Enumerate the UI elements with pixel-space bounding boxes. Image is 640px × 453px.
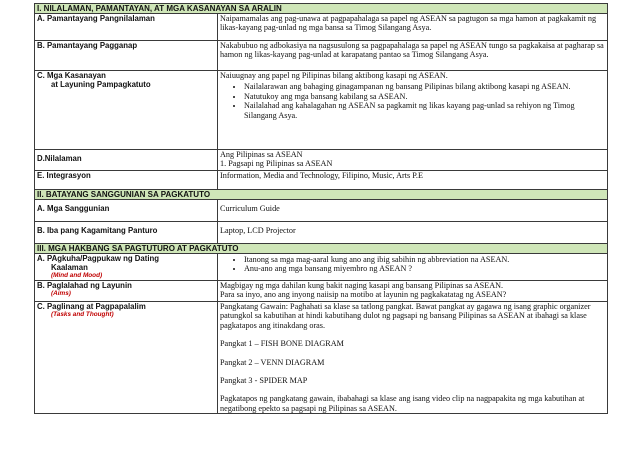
row-content bbox=[218, 281, 608, 302]
row-label: D.Nilalaman bbox=[35, 150, 218, 171]
label-line-2: at Layuning Pampagkatuto bbox=[51, 80, 151, 89]
row-content bbox=[218, 71, 608, 150]
row-pamantayang-pangnilalaman bbox=[35, 14, 608, 41]
lesson-plan-table bbox=[34, 3, 608, 414]
label-line-1: C. Mga Kasanayan bbox=[37, 71, 106, 80]
row-content: Laptop, LCD Projector bbox=[218, 222, 608, 244]
label-subtitle: (Aims) bbox=[51, 290, 71, 297]
row-content bbox=[218, 150, 608, 171]
label-subtitle: (Mind and Mood) bbox=[51, 272, 103, 279]
row-paglinang-pagpapalalim bbox=[35, 302, 608, 414]
row-integrasyon bbox=[35, 171, 608, 190]
row-label bbox=[35, 71, 218, 150]
list-item: • Natutukoy ang mga bansang kabilang sa ASEAN. bbox=[244, 92, 605, 101]
list-item: • Nailalarawan ang bahaging ginagampanan ng bansang Pilipinas bilang aktibong kasapi ng ASEAN. bbox=[244, 82, 605, 91]
group-1-text: Pangkat 1 – FISH BONE DIAGRAM bbox=[220, 339, 344, 349]
label-subtitle: (Tasks and Thought) bbox=[51, 311, 114, 318]
section-header-iii bbox=[35, 244, 608, 254]
row-label bbox=[35, 281, 218, 302]
label-line-2: Kaalaman bbox=[51, 263, 88, 272]
section-header-i bbox=[35, 4, 608, 14]
row-content: Naipamamalas ang pag-unawa at pagpapahalaga sa papel ng ASEAN sa pagtugon sa mga hamon at pagkakamit ng likas-kayang pag-unlad ng mga bansa sa Timog Silangang Asya. bbox=[218, 14, 608, 41]
label-line-1: C. Paglinang at Pagpapalalim bbox=[37, 302, 146, 311]
row-mga-sanggunian bbox=[35, 200, 608, 222]
row-content: Curriculum Guide bbox=[218, 200, 608, 222]
content-line-2: Para sa inyo, ano ang inyong naiisip na motibo at layunin ng pagkakatatag ng ASEAN? bbox=[220, 290, 507, 300]
closing-paragraph: Pagkatapos ng pangkatang gawain, ibabahagi sa klase ang isang video clip na nagpapakita ng mga kabutihan at negatibong epekto sa pagsapi ng Pilipinas sa ASEAN. bbox=[220, 394, 585, 413]
content-line-1: Ang Pilipinas sa ASEAN bbox=[220, 150, 303, 159]
section-title-iii: III. MGA HAKBANG SA PAGTUTURO AT PAGKATUTO bbox=[35, 244, 608, 254]
group-2-text: Pangkat 2 – VENN DIAGRAM bbox=[220, 357, 325, 367]
row-content bbox=[218, 302, 608, 414]
row-label bbox=[35, 254, 218, 281]
row-pamantayang-pagganap bbox=[35, 41, 608, 71]
section-title-ii: II. BATAYANG SANGGUNIAN SA PAGKATUTO bbox=[35, 190, 608, 200]
row-content bbox=[218, 254, 608, 281]
competency-intro: Naiuugnay ang papel ng Pilipinas bilang aktibong kasapi ng ASEAN. bbox=[220, 71, 448, 80]
label-line-1: B. Paglalahad ng Layunin bbox=[37, 281, 132, 290]
row-paglalahad-layunin bbox=[35, 281, 608, 302]
row-label: E. Integrasyon bbox=[35, 171, 218, 190]
row-label: B. Iba pang Kagamitang Panturo bbox=[35, 222, 218, 244]
list-item: • Itanong sa mga mag-aaral kung ano ang ibig sabihin ng abbreviation na ASEAN. bbox=[244, 255, 605, 264]
group-task-paragraph: Pangkatang Gawain: Paghahati sa klase sa tatlong pangkat. Bawat pangkat ay gagawa ng isang graphic organizer patungkol sa kabutihan at hindi kabutihang dulot ng pagsapi ng bansang Pilipinas sa ASEAN at ibahagi sa klase pagkatapos ang itinakdang oras. bbox=[220, 302, 591, 330]
group-3-text: Pangkat 3 - SPIDER MAP bbox=[220, 376, 308, 386]
row-nilalaman bbox=[35, 150, 608, 171]
section-title-i: I. NILALAMAN, PAMANTAYAN, AT MGA KASANAYAN SA ARALIN bbox=[35, 4, 608, 14]
objectives-list bbox=[220, 82, 605, 120]
row-label: A. Mga Sanggunian bbox=[35, 200, 218, 222]
row-mga-kasanayan bbox=[35, 71, 608, 150]
list-item: • Anu-ano ang mga bansang miyembro ng ASEAN ? bbox=[244, 264, 605, 273]
motivation-list bbox=[220, 255, 605, 274]
content-line-2: 1. Pagsapi ng Pilipinas sa ASEAN bbox=[220, 159, 333, 169]
row-content: Nakabubuo ng adbokasiya na nagsusulong sa pagpapahalaga sa papel ng ASEAN tungo sa pagkakaisa at pagharap sa hamon ng likas-kayang pag-unlad at karapatang pantao sa Timog Silangang Asya. bbox=[218, 41, 608, 71]
row-content: Information, Media and Technology, Filipino, Music, Arts P.E bbox=[218, 171, 608, 190]
label-line-1: A. PAgkuha/Pagpukaw ng Dating bbox=[37, 254, 160, 263]
row-label bbox=[35, 302, 218, 414]
section-header-ii bbox=[35, 190, 608, 200]
row-label: B. Pamantayang Pagganap bbox=[35, 41, 218, 71]
row-kagamitang-panturo bbox=[35, 222, 608, 244]
row-label: A. Pamantayang Pangnilalaman bbox=[35, 14, 218, 41]
content-line-1: Magbigay ng mga dahilan kung bakit naging kasapi ang bansang Pilipinas sa ASEAN. bbox=[220, 281, 504, 290]
list-item: • Nailalahad ang kahalagahan ng ASEAN sa pagkamit ng likas kayang pag-unlad sa rehiyon ng Timog Silangang Asya. bbox=[244, 101, 605, 120]
row-pagkuha-pagpukaw bbox=[35, 254, 608, 281]
